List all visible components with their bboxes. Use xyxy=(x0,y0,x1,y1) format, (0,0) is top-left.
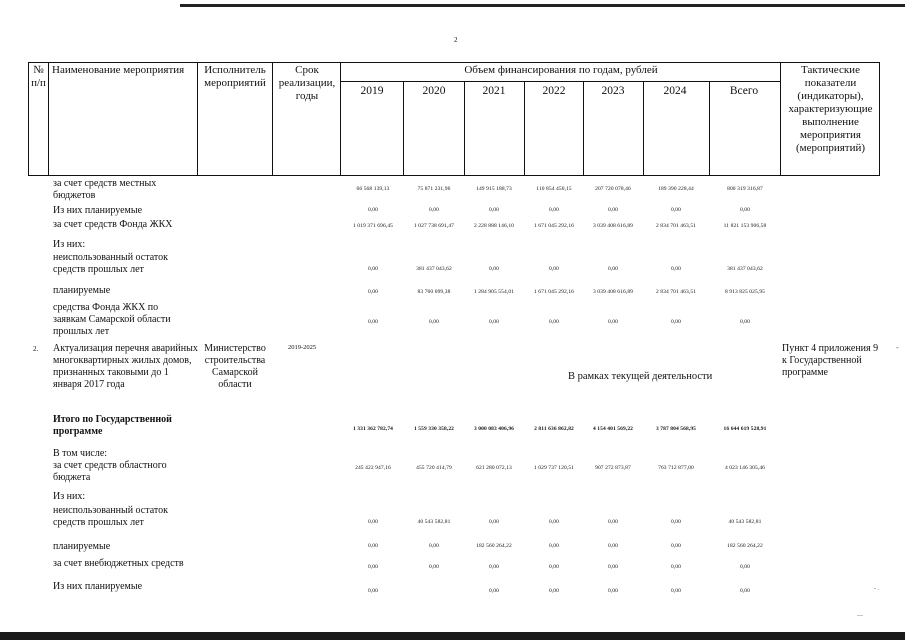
row-label: за счет средств Фонда ЖКХ xyxy=(53,219,173,230)
row-label: неиспользованный остаток средств прошлых лет xyxy=(53,505,168,528)
value-cell: 83 760 099,38 xyxy=(417,289,451,295)
value-cell: 763 712 877,00 xyxy=(658,465,694,471)
value-cell: 2 228 888 146,10 xyxy=(473,223,515,229)
value-cell: 0,00 xyxy=(548,564,560,570)
value-cell: 0,00 xyxy=(367,543,379,549)
value-cell: 8 913 825 025,95 xyxy=(724,289,766,295)
value-cell: 0,00 xyxy=(548,543,560,549)
scan-mark: - . xyxy=(874,586,879,592)
value-cell: 0,00 xyxy=(670,588,682,594)
header-executor: Исполнитель мероприятий xyxy=(204,64,266,89)
value-cell: 381 437 043,62 xyxy=(727,266,763,272)
year-2024: 2024 xyxy=(663,85,687,97)
row-label: планируемые xyxy=(53,285,111,296)
value-cell: 0,00 xyxy=(739,588,751,594)
value-cell: 189 390 228,44 xyxy=(658,186,694,192)
row-label: Из них: xyxy=(53,239,86,250)
scan-mark: — xyxy=(857,613,863,619)
item2-indicator: Пункт 4 приложения 9 к Государственной программе xyxy=(782,343,879,378)
value-cell: 3 000 083 406,96 xyxy=(473,426,515,432)
year-2023: 2023 xyxy=(601,85,625,97)
value-cell: 0,00 xyxy=(488,266,500,272)
value-cell: 182 560 264,22 xyxy=(727,543,763,549)
value-cell: 0,00 xyxy=(607,519,619,525)
value-cell: 0,00 xyxy=(367,266,379,272)
value-cell: 0,00 xyxy=(670,207,682,213)
value-cell: 1 019 371 696,45 xyxy=(352,223,394,229)
value-cell: 0,00 xyxy=(488,519,500,525)
row-label: Из них планируемые xyxy=(53,581,143,592)
header-name: Наименование мероприятия xyxy=(52,64,185,76)
value-cell: 0,00 xyxy=(607,319,619,325)
value-cell: 0,00 xyxy=(670,319,682,325)
value-cell: 0,00 xyxy=(428,564,440,570)
value-cell: 245 422 947,16 xyxy=(355,465,391,471)
value-cell: 0,00 xyxy=(367,289,379,295)
header-no: № п/п xyxy=(31,64,46,89)
value-cell: 16 644 619 528,91 xyxy=(723,426,767,432)
value-cell: 0,00 xyxy=(739,564,751,570)
value-cell: 0,00 xyxy=(367,207,379,213)
item2-term: 2019-2025 xyxy=(288,344,317,351)
row-label: средства Фонда ЖКХ по заявкам Самарской области прошлых лет xyxy=(53,302,171,337)
value-cell: 381 437 043,62 xyxy=(416,266,452,272)
value-cell: 0,00 xyxy=(607,564,619,570)
value-cell: 0,00 xyxy=(367,519,379,525)
value-cell: 182 560 264,22 xyxy=(476,543,512,549)
value-cell: 3 787 804 568,95 xyxy=(655,426,697,432)
value-cell: 0,00 xyxy=(739,207,751,213)
value-cell: 0,00 xyxy=(428,319,440,325)
item2-name: Актуализация перечня аварийных многоквартирных жилых домов, признанных таковыми до 1 января 2017 года xyxy=(53,343,198,390)
value-cell: 1 559 330 358,22 xyxy=(413,426,455,432)
row-label: В том числе: xyxy=(53,448,108,459)
value-cell: 3 039 408 616,89 xyxy=(592,289,634,295)
value-cell: 1 027 738 691,47 xyxy=(413,223,455,229)
value-cell: 2 834 701 463,51 xyxy=(655,223,697,229)
item2-indicator-dash: - xyxy=(896,343,899,352)
value-cell: 0,00 xyxy=(548,588,560,594)
value-cell: 0,00 xyxy=(548,207,560,213)
value-cell: 1 331 362 782,74 xyxy=(352,426,394,432)
year-total: Всего xyxy=(729,85,759,97)
value-cell: 0,00 xyxy=(607,588,619,594)
value-cell: 1 284 905 554,01 xyxy=(473,289,515,295)
value-cell: 40 543 582,81 xyxy=(417,519,451,525)
row-label: Из них: xyxy=(53,491,86,502)
year-2021: 2021 xyxy=(482,85,506,97)
value-cell: 66 568 139,13 xyxy=(356,186,390,192)
row-label-total: Итого по Государственной программе xyxy=(53,414,172,437)
value-cell: 0,00 xyxy=(428,207,440,213)
value-cell: 455 720 414,79 xyxy=(416,465,452,471)
value-cell: 0,00 xyxy=(607,207,619,213)
row-label: за счет внебюджетных средств xyxy=(53,558,184,569)
row-label: за счет средств областного бюджета xyxy=(53,460,167,483)
value-cell: 207 720 078,46 xyxy=(595,186,631,192)
value-cell: 0,00 xyxy=(488,319,500,325)
value-cell: 0,00 xyxy=(670,519,682,525)
value-cell: 0,00 xyxy=(739,319,751,325)
value-cell: 0,00 xyxy=(670,564,682,570)
row-label: Из них планируемые xyxy=(53,205,143,216)
header-term: Срок реализации, годы xyxy=(278,64,336,102)
item2-funding-note: В рамках текущей деятельности xyxy=(568,371,713,382)
value-cell: 110 854 450,15 xyxy=(536,186,572,192)
year-2022: 2022 xyxy=(542,85,566,97)
value-cell: 0,00 xyxy=(607,543,619,549)
value-cell: 0,00 xyxy=(367,319,379,325)
value-cell: 621 280 072,13 xyxy=(476,465,512,471)
value-cell: 0,00 xyxy=(607,266,619,272)
value-cell: 0,00 xyxy=(428,543,440,549)
value-cell: 3 039 408 616,89 xyxy=(592,223,634,229)
scan-bottom-border xyxy=(0,632,905,640)
value-cell: 2 834 701 463,51 xyxy=(655,289,697,295)
value-cell: 4 023 146 305,46 xyxy=(724,465,766,471)
year-2020: 2020 xyxy=(422,85,446,97)
row-label: планируемые xyxy=(53,541,111,552)
value-cell: 0,00 xyxy=(548,519,560,525)
value-cell: 0,00 xyxy=(670,266,682,272)
value-cell: 0,00 xyxy=(548,266,560,272)
value-cell: 1 671 045 292,16 xyxy=(533,289,575,295)
value-cell: 0,00 xyxy=(367,564,379,570)
row-label: неиспользованный остаток средств прошлых лет xyxy=(53,252,168,275)
item2-number: 2. xyxy=(33,345,39,353)
value-cell: 0,00 xyxy=(367,588,379,594)
value-cell: 800 319 316,87 xyxy=(727,186,763,192)
value-cell: 907 272 873,87 xyxy=(595,465,631,471)
value-cell: 1 029 737 120,51 xyxy=(533,465,575,471)
value-cell: 2 811 636 862,82 xyxy=(534,426,574,432)
item2-executor: Министерство строительства Самарской области xyxy=(204,343,266,390)
value-cell: 40 543 582,81 xyxy=(728,519,762,525)
row-label: за счет средств местных бюджетов xyxy=(53,178,157,201)
value-cell: 11 821 153 906,58 xyxy=(723,223,767,229)
value-cell: 0,00 xyxy=(488,207,500,213)
value-cell: 4 154 401 569,22 xyxy=(592,426,634,432)
page-number: 2 xyxy=(454,36,458,44)
value-cell: 0,00 xyxy=(548,319,560,325)
value-cell: 1 671 045 292,16 xyxy=(533,223,575,229)
value-cell: 149 915 188,73 xyxy=(476,186,512,192)
header-indicators: Тактические показатели (индикаторы), характеризующие выполнение мероприятия (мероприятий) xyxy=(788,64,873,154)
value-cell: 0,00 xyxy=(488,588,500,594)
year-2019: 2019 xyxy=(360,85,384,97)
scan-top-border xyxy=(180,4,905,7)
header-funding: Объем финансирования по годам, рублей xyxy=(464,64,658,76)
value-cell: 0,00 xyxy=(488,564,500,570)
value-cell: 0,00 xyxy=(670,543,682,549)
value-cell: 75 871 231,96 xyxy=(417,186,451,192)
